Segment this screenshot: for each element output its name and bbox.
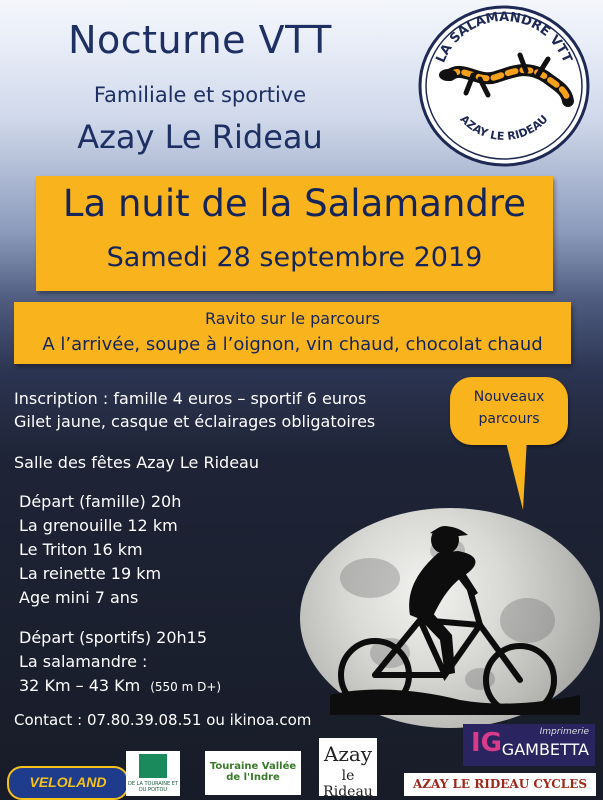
logo-bottom-text: AZAY LE RIDEAU xyxy=(457,112,551,144)
event-date: Samedi 28 septembre 2019 xyxy=(106,242,483,273)
event-banner xyxy=(36,176,553,291)
route-salamandre: La salamandre : xyxy=(19,652,148,671)
event-name: La nuit de la Salamandre xyxy=(62,182,527,225)
new-routes-bubble xyxy=(450,377,568,445)
equipment-text: Gilet jaune, casque et éclairages obligatoires xyxy=(14,412,376,431)
route-triton: Le Triton 16 km xyxy=(19,540,143,559)
sport-distances-row xyxy=(19,674,221,699)
family-routes xyxy=(19,490,181,610)
sponsor-veloland-logo: VELOLAND xyxy=(7,766,129,800)
bubble-tail xyxy=(505,438,527,510)
logo-top-text: LA SALAMANDRE VTT xyxy=(433,9,575,66)
sport-routes xyxy=(19,626,221,699)
club-logo xyxy=(418,5,590,167)
sport-start: Départ (sportifs) 20h15 xyxy=(19,628,208,647)
contact-text: Contact : 07.80.39.08.51 ou ikinoa.com xyxy=(14,711,312,729)
route-grenouille: La grenouille 12 km xyxy=(19,516,178,535)
bubble-line1: Nouveaux xyxy=(473,389,545,405)
sponsor-cycles-logo: AZAY LE RIDEAU CYCLES xyxy=(404,773,596,796)
credit-agricole-icon xyxy=(139,754,167,778)
poster-subtitle: Familiale et sportive xyxy=(93,83,307,107)
sport-elevation: (550 m D+) xyxy=(150,680,222,694)
ravito-banner xyxy=(14,302,571,364)
sponsor-touraine-logo: Touraine Vallée de l'Indre xyxy=(205,751,301,795)
bubble-line2: parcours xyxy=(478,411,540,427)
inscription-text: Inscription : famille 4 euros – sportif 6 euros xyxy=(14,389,367,408)
sponsor-azay-logo: Azay le Rideau xyxy=(319,738,377,796)
ravito-line1: Ravito sur le parcours xyxy=(205,309,380,328)
cyclist-silhouette-icon xyxy=(330,515,580,715)
ravito-line2: A l’arrivée, soupe à l’oignon, vin chaud, chocolat chaud xyxy=(42,334,543,355)
poster-city: Azay Le Rideau xyxy=(77,118,323,156)
min-age: Age mini 7 ans xyxy=(19,588,139,607)
venue-text: Salle des fêtes Azay Le Rideau xyxy=(14,453,259,472)
family-start: Départ (famille) 20h xyxy=(19,492,182,511)
sport-distances: 32 Km – 43 Km xyxy=(19,676,141,695)
sponsor-credit-agricole-logo: DE LA TOURAINE ET DU POITOU xyxy=(126,751,180,796)
sponsor-gambetta-logo: IG Imprimerie GAMBETTA xyxy=(463,724,595,766)
poster-title: Nocturne VTT xyxy=(68,18,332,62)
route-reinette: La reinette 19 km xyxy=(19,564,162,583)
